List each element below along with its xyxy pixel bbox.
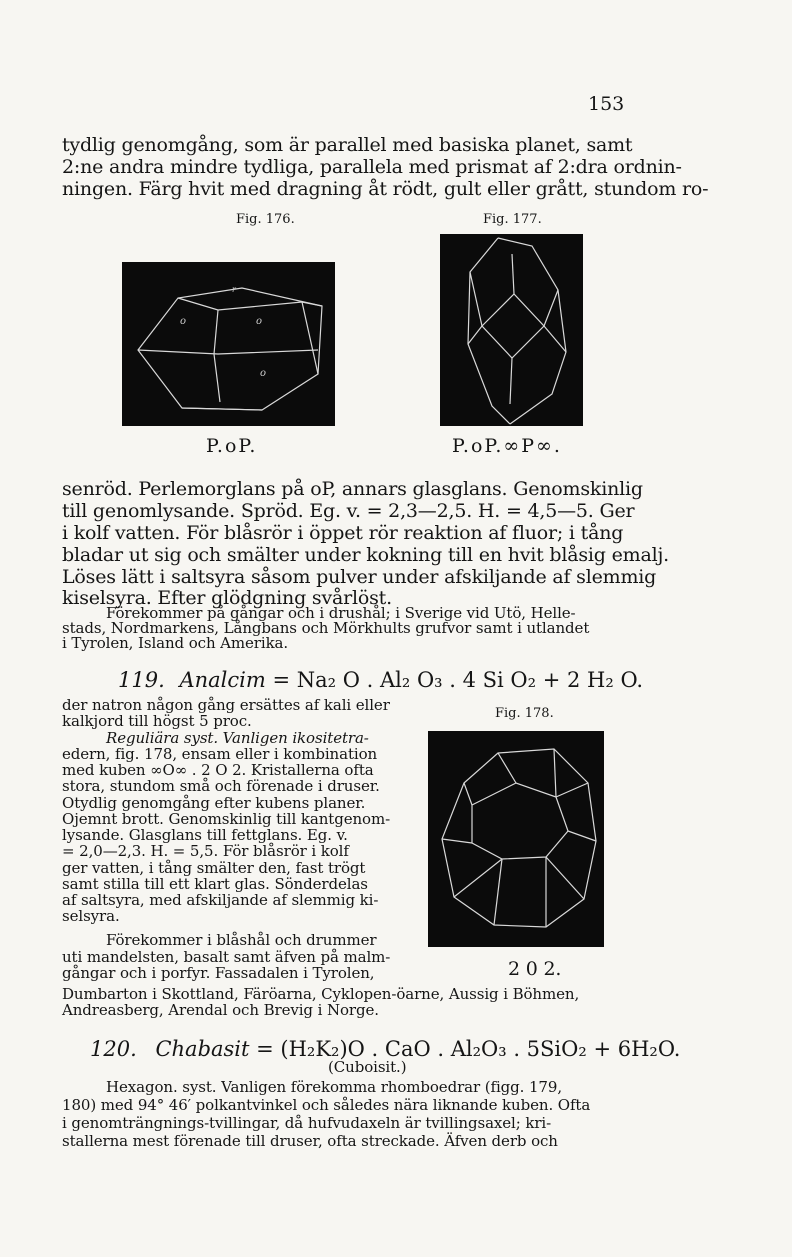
body-line: kiselsyra. Efter glödgning svårlöst. [62,587,392,609]
body-line: bladar ut sig och smälter under kokning till en hvit blåsig emalj. [62,544,670,566]
column-line: Ojemnt brott. Genomskinlig till kantgenom- [62,810,391,828]
figure-177-crystal [440,234,583,426]
figure-caption-178: Fig. 178. [495,706,554,721]
column-line: = 2,0—2,3. H. = 5,5. För blåsrör i kolf [62,842,349,860]
column-line: Reguliära syst. Vanligen ikositetra- [106,729,369,747]
column-line: lysande. Glasglans till fettglans. Eg. v. [62,826,348,844]
svg-text:o: o [260,368,267,379]
body-line: 2:ne andra mindre tydliga, parallela med prismat af 2:dra ordnin- [62,156,682,178]
entry-119-formula: = Na₂ O . Al₂ O₃ . 4 Si O₂ + 2 H₂ O. [272,668,644,692]
body-line: i kolf vatten. För blåsrör i öppet rör reaktion af fluor; i tång [62,522,624,544]
column-line: ger vatten, i tång smälter den, fast trögt [62,859,366,877]
figure-label-176: P.oP. [206,435,258,457]
body-line: Dumbarton i Skottland, Färöarna, Cyklopen-öarne, Aussig i Böhmen, [62,985,580,1003]
column-line: stora, stundom små och förenade i druser. [62,777,380,795]
column-line: selsyra. [62,907,120,925]
occurrence-line: stads, Nordmarkens, Långbans och Mörkhults grufvor samt i utlandet [62,619,590,637]
body-line: tydlig genomgång, som är parallel med basiska planet, samt [62,134,633,156]
body-line: Andreasberg, Arendal och Brevig i Norge. [62,1001,379,1019]
body-line: i genomträngnings-tvillingar, då hufvudaxeln är tvillingsaxel; kri- [62,1114,552,1132]
column-line: gångar och i porfyr. Fassadalen i Tyrolen, [62,964,375,982]
body-line: Löses lätt i saltsyra såsom pulver under afskiljande af slemmig [62,566,657,588]
column-line: uti mandelsten, basalt samt äfven på malm- [62,948,391,966]
body-line: 180) med 94° 46′ polkantvinkel och således nära liknande kuben. Ofta [62,1096,591,1114]
entry-119-name: Analcim [179,668,266,692]
svg-text:o: o [180,316,187,327]
body-line: ningen. Färg hvit med dragning åt rödt, gult eller grått, stundom ro- [62,178,709,200]
column-line: Förekommer i blåshål och drummer [106,931,377,949]
column-line: af saltsyra, med afskiljande af slemmig ki- [62,891,379,909]
column-line: samt stilla till ett klart glas. Sönderdelas [62,875,368,893]
body-line: stallerna mest förenade till druser, ofta streckade. Äfven derb och [62,1132,558,1150]
entry-120-name: Chabasit [155,1037,250,1061]
figure-176-crystal [122,262,335,426]
occurrence-line: Förekommer på gångar och i drushål; i Sverige vid Utö, Helle- [106,604,576,622]
entry-119-number: 119. [118,668,165,692]
svg-text:r: r [232,285,236,294]
figure-label-177: P.oP.∞P∞. [452,435,562,457]
svg-text:o: o [256,316,263,327]
figure-178-crystal [428,731,604,947]
entry-120-number: 120. [90,1037,137,1061]
figure-caption-177: Fig. 177. [483,212,542,227]
entry-119-heading [118,668,643,692]
column-line: Otydlig genomgång efter kubens planer. [62,794,366,812]
column-line: kalkjord till högst 5 proc. [62,712,252,730]
occurrence-line: i Tyrolen, Island och Amerika. [62,634,289,652]
figure-label-178: 2 0 2. [508,958,562,980]
page-number: 153 [588,93,625,115]
body-line: till genomlysande. Spröd. Eg. v. = 2,3—2,5. H. = 4,5—5. Ger [62,500,635,522]
body-line: senröd. Perlemorglans på oP, annars glasglans. Genomskinlig [62,478,643,500]
entry-120-subtitle: (Cuboisit.) [328,1058,407,1076]
entry-120-formula: = (H₂K₂)O . CaO . Al₂O₃ . 5SiO₂ + 6H₂O. [256,1037,681,1061]
figure-caption-176: Fig. 176. [236,212,295,227]
column-line: edern, fig. 178, ensam eller i kombination [62,745,378,763]
column-line: der natron någon gång ersättes af kali eller [62,696,390,714]
column-line: med kuben ∞O∞ . 2 O 2. Kristallerna ofta [62,761,374,779]
body-line: Hexagon. syst. Vanligen förekomma rhomboedrar (figg. 179, [106,1078,562,1096]
